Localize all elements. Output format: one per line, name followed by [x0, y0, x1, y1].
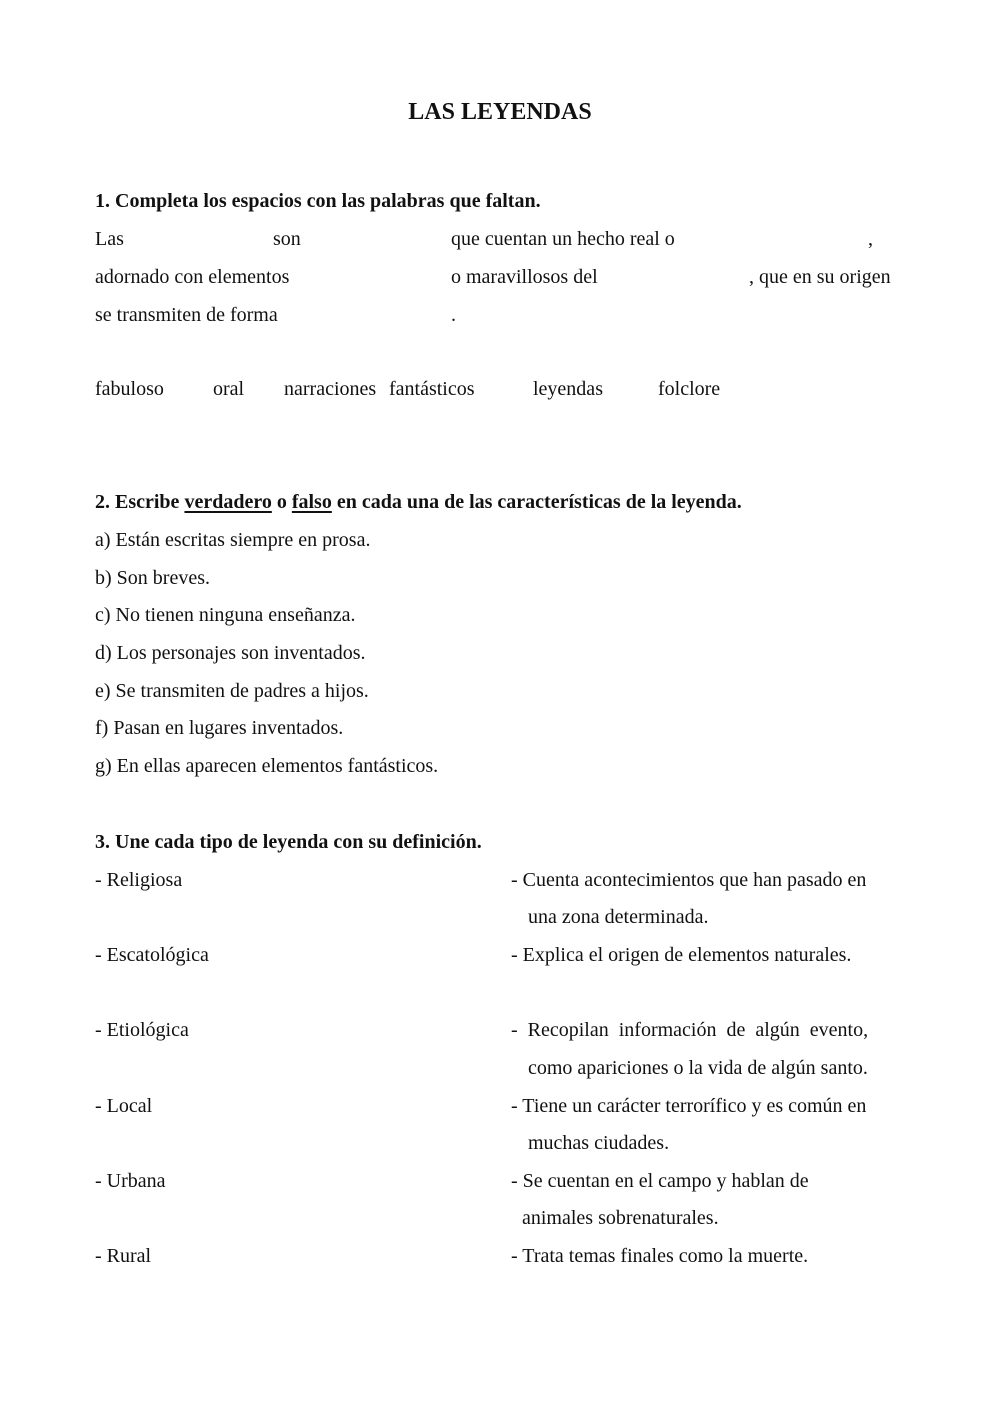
fill-line-2-part-b: o maravillosos del	[451, 266, 598, 288]
fill-line-1-part-b: son	[273, 228, 301, 250]
legend-type-item[interactable]: - Rural	[95, 1245, 152, 1267]
fill-line-1-part-c: que cuentan un hecho real o	[451, 228, 675, 250]
blank-2[interactable]	[310, 229, 442, 251]
definition-item-line[interactable]: - Recopilan información de algún evento,	[511, 1019, 869, 1041]
heading-keyword-true: verdadero	[184, 491, 272, 513]
word-bank-item[interactable]: narraciones	[284, 378, 377, 400]
statement-item: f) Pasan en lugares inventados.	[95, 717, 344, 739]
page-title: LAS LEYENDAS	[408, 99, 592, 125]
statement-item: b) Son breves.	[95, 567, 210, 589]
fill-line-1-part-a: Las	[95, 228, 124, 250]
statement-item: c) No tienen ninguna enseñanza.	[95, 604, 356, 626]
fill-line-2-part-c: , que en su origen	[749, 266, 891, 288]
word-bank-item[interactable]: fantásticos	[389, 378, 475, 400]
heading-text: o	[271, 491, 292, 513]
definition-item-line[interactable]: una zona determinada.	[528, 906, 709, 928]
fill-line-2-part-a: adornado con elementos	[95, 266, 290, 288]
legend-type-item[interactable]: - Escatológica	[95, 944, 209, 966]
blank-1[interactable]	[131, 229, 263, 251]
legend-type-item[interactable]: - Etiológica	[95, 1019, 189, 1041]
fill-line-1-part-d: ,	[868, 228, 873, 250]
definition-item-line[interactable]: como apariciones o la vida de algún santo.	[528, 1057, 868, 1079]
definition-item-line[interactable]: animales sobrenaturales.	[522, 1207, 719, 1229]
heading-text: en cada una de las características de la leyenda.	[331, 491, 742, 513]
definition-item-line[interactable]: - Cuenta acontecimientos que han pasado en	[511, 869, 867, 891]
statement-item: a) Están escritas siempre en prosa.	[95, 529, 371, 551]
legend-type-item[interactable]: - Local	[95, 1095, 153, 1117]
blank-4[interactable]	[312, 267, 444, 289]
heading-keyword-false: falso	[291, 491, 332, 513]
section-1-heading: 1. Completa los espacios con las palabras que faltan.	[95, 190, 541, 212]
definition-item-line[interactable]: - Se cuentan en el campo y hablan de	[511, 1170, 809, 1192]
word-bank-item[interactable]: leyendas	[533, 378, 603, 400]
word-bank-item[interactable]: fabuloso	[95, 378, 164, 400]
blank-5[interactable]	[617, 267, 743, 289]
statement-item: e) Se transmiten de padres a hijos.	[95, 680, 369, 702]
section-3-heading: 3. Une cada tipo de leyenda con su definición.	[95, 831, 482, 853]
legend-type-item[interactable]: - Urbana	[95, 1170, 166, 1192]
statement-item: d) Los personajes son inventados.	[95, 642, 366, 664]
blank-3[interactable]	[702, 229, 862, 251]
definition-item-line[interactable]: - Explica el origen de elementos naturales.	[511, 944, 852, 966]
fill-line-3-part-b: .	[451, 304, 456, 326]
word-bank-item[interactable]: folclore	[658, 378, 721, 400]
legend-type-item[interactable]: - Religiosa	[95, 869, 183, 891]
definition-item-line[interactable]: - Trata temas finales como la muerte.	[511, 1245, 809, 1267]
fill-line-3-part-a: se transmiten de forma	[95, 304, 278, 326]
section-2-heading	[95, 492, 742, 512]
word-bank-item[interactable]: oral	[213, 378, 245, 400]
blank-6[interactable]	[300, 305, 444, 327]
definition-item-line[interactable]: muchas ciudades.	[528, 1132, 670, 1154]
statement-item: g) En ellas aparecen elementos fantásticos.	[95, 755, 439, 777]
heading-text: 2. Escribe	[95, 491, 185, 513]
definition-item-line[interactable]: - Tiene un carácter terrorífico y es común en	[511, 1095, 867, 1117]
